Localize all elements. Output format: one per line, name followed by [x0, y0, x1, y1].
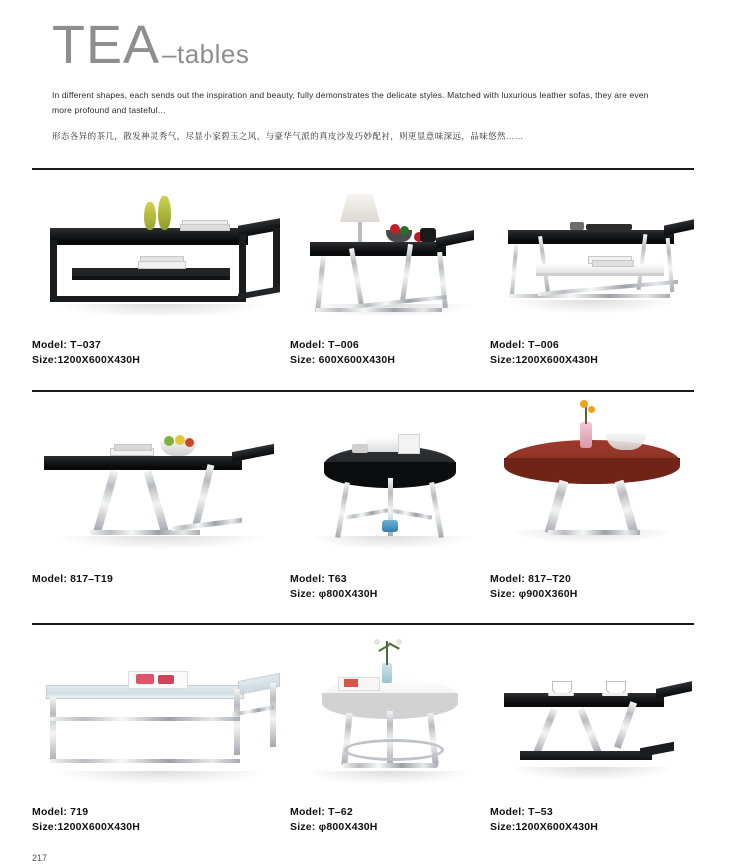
- product-caption: [490, 338, 694, 368]
- product-caption: [290, 805, 490, 835]
- product-size: Size:1200X600X430H: [32, 354, 141, 367]
- page-title-sub: –tables: [162, 39, 250, 69]
- product-photo: [490, 627, 694, 799]
- product-model: Model: 719: [32, 806, 89, 818]
- product-caption: [32, 572, 290, 587]
- product-photo: [32, 627, 290, 799]
- product-photo: [290, 394, 490, 566]
- intro-text-chinese: 形态各异的茶几，散发神灵秀气，尽显小家碧玉之风，与豪华气派的真皮沙发巧妙配衬，则更显意味深远，品味悠然……: [52, 130, 524, 141]
- product-row-2: [32, 394, 694, 622]
- page-title-main: TEA: [52, 15, 161, 75]
- product-size: Size:1200X600X430H: [490, 354, 599, 367]
- product-photo: [490, 172, 694, 332]
- section-divider-2: [32, 390, 694, 392]
- product-model: Model: T–006: [290, 339, 359, 351]
- intro-text-english: In different shapes, each sends out the inspiration and beauty, fully demonstrates the delicate styles. Matched with luxurious leather sofas, they are even more profound and tasteful…: [52, 90, 649, 115]
- product-card[interactable]: [490, 394, 694, 622]
- product-photo: [32, 172, 290, 332]
- page-header: [52, 15, 692, 143]
- product-caption: [490, 572, 694, 602]
- product-card[interactable]: [290, 627, 490, 852]
- product-caption: [290, 338, 490, 368]
- product-caption: [32, 805, 290, 835]
- product-size: Size: φ900X360H: [490, 588, 578, 601]
- product-card[interactable]: [32, 172, 290, 388]
- product-photo: [490, 394, 694, 566]
- product-caption: [32, 338, 290, 368]
- product-card[interactable]: [490, 627, 694, 852]
- page-number: 217: [32, 853, 48, 863]
- section-divider-3: [32, 623, 694, 625]
- page-title: [52, 15, 692, 75]
- product-caption: [490, 805, 694, 835]
- product-caption: [290, 572, 490, 602]
- product-model: Model: T–037: [32, 339, 101, 351]
- product-row-3: [32, 627, 694, 852]
- product-card[interactable]: [490, 172, 694, 388]
- product-photo: [290, 627, 490, 799]
- product-model: Model: 817–T19: [32, 573, 113, 585]
- product-card[interactable]: [290, 172, 490, 388]
- product-row-1: [32, 172, 694, 388]
- product-size: Size: φ800X430H: [290, 588, 378, 601]
- product-photo: [32, 394, 290, 566]
- product-card[interactable]: [290, 394, 490, 622]
- section-divider-1: [32, 168, 694, 170]
- product-size: Size: φ800X430H: [290, 821, 378, 834]
- product-card[interactable]: [32, 394, 290, 622]
- product-model: Model: 817–T20: [490, 573, 571, 585]
- product-model: Model: T–006: [490, 339, 559, 351]
- product-size: Size: 600X600X430H: [290, 354, 396, 367]
- product-size: Size:1200X600X430H: [32, 821, 141, 834]
- product-size: Size:1200X600X430H: [490, 821, 599, 834]
- product-card[interactable]: [32, 627, 290, 852]
- product-photo: [290, 172, 490, 332]
- product-model: Model: T–62: [290, 806, 353, 818]
- product-model: Model: T–53: [490, 806, 553, 818]
- product-model: Model: T63: [290, 573, 347, 585]
